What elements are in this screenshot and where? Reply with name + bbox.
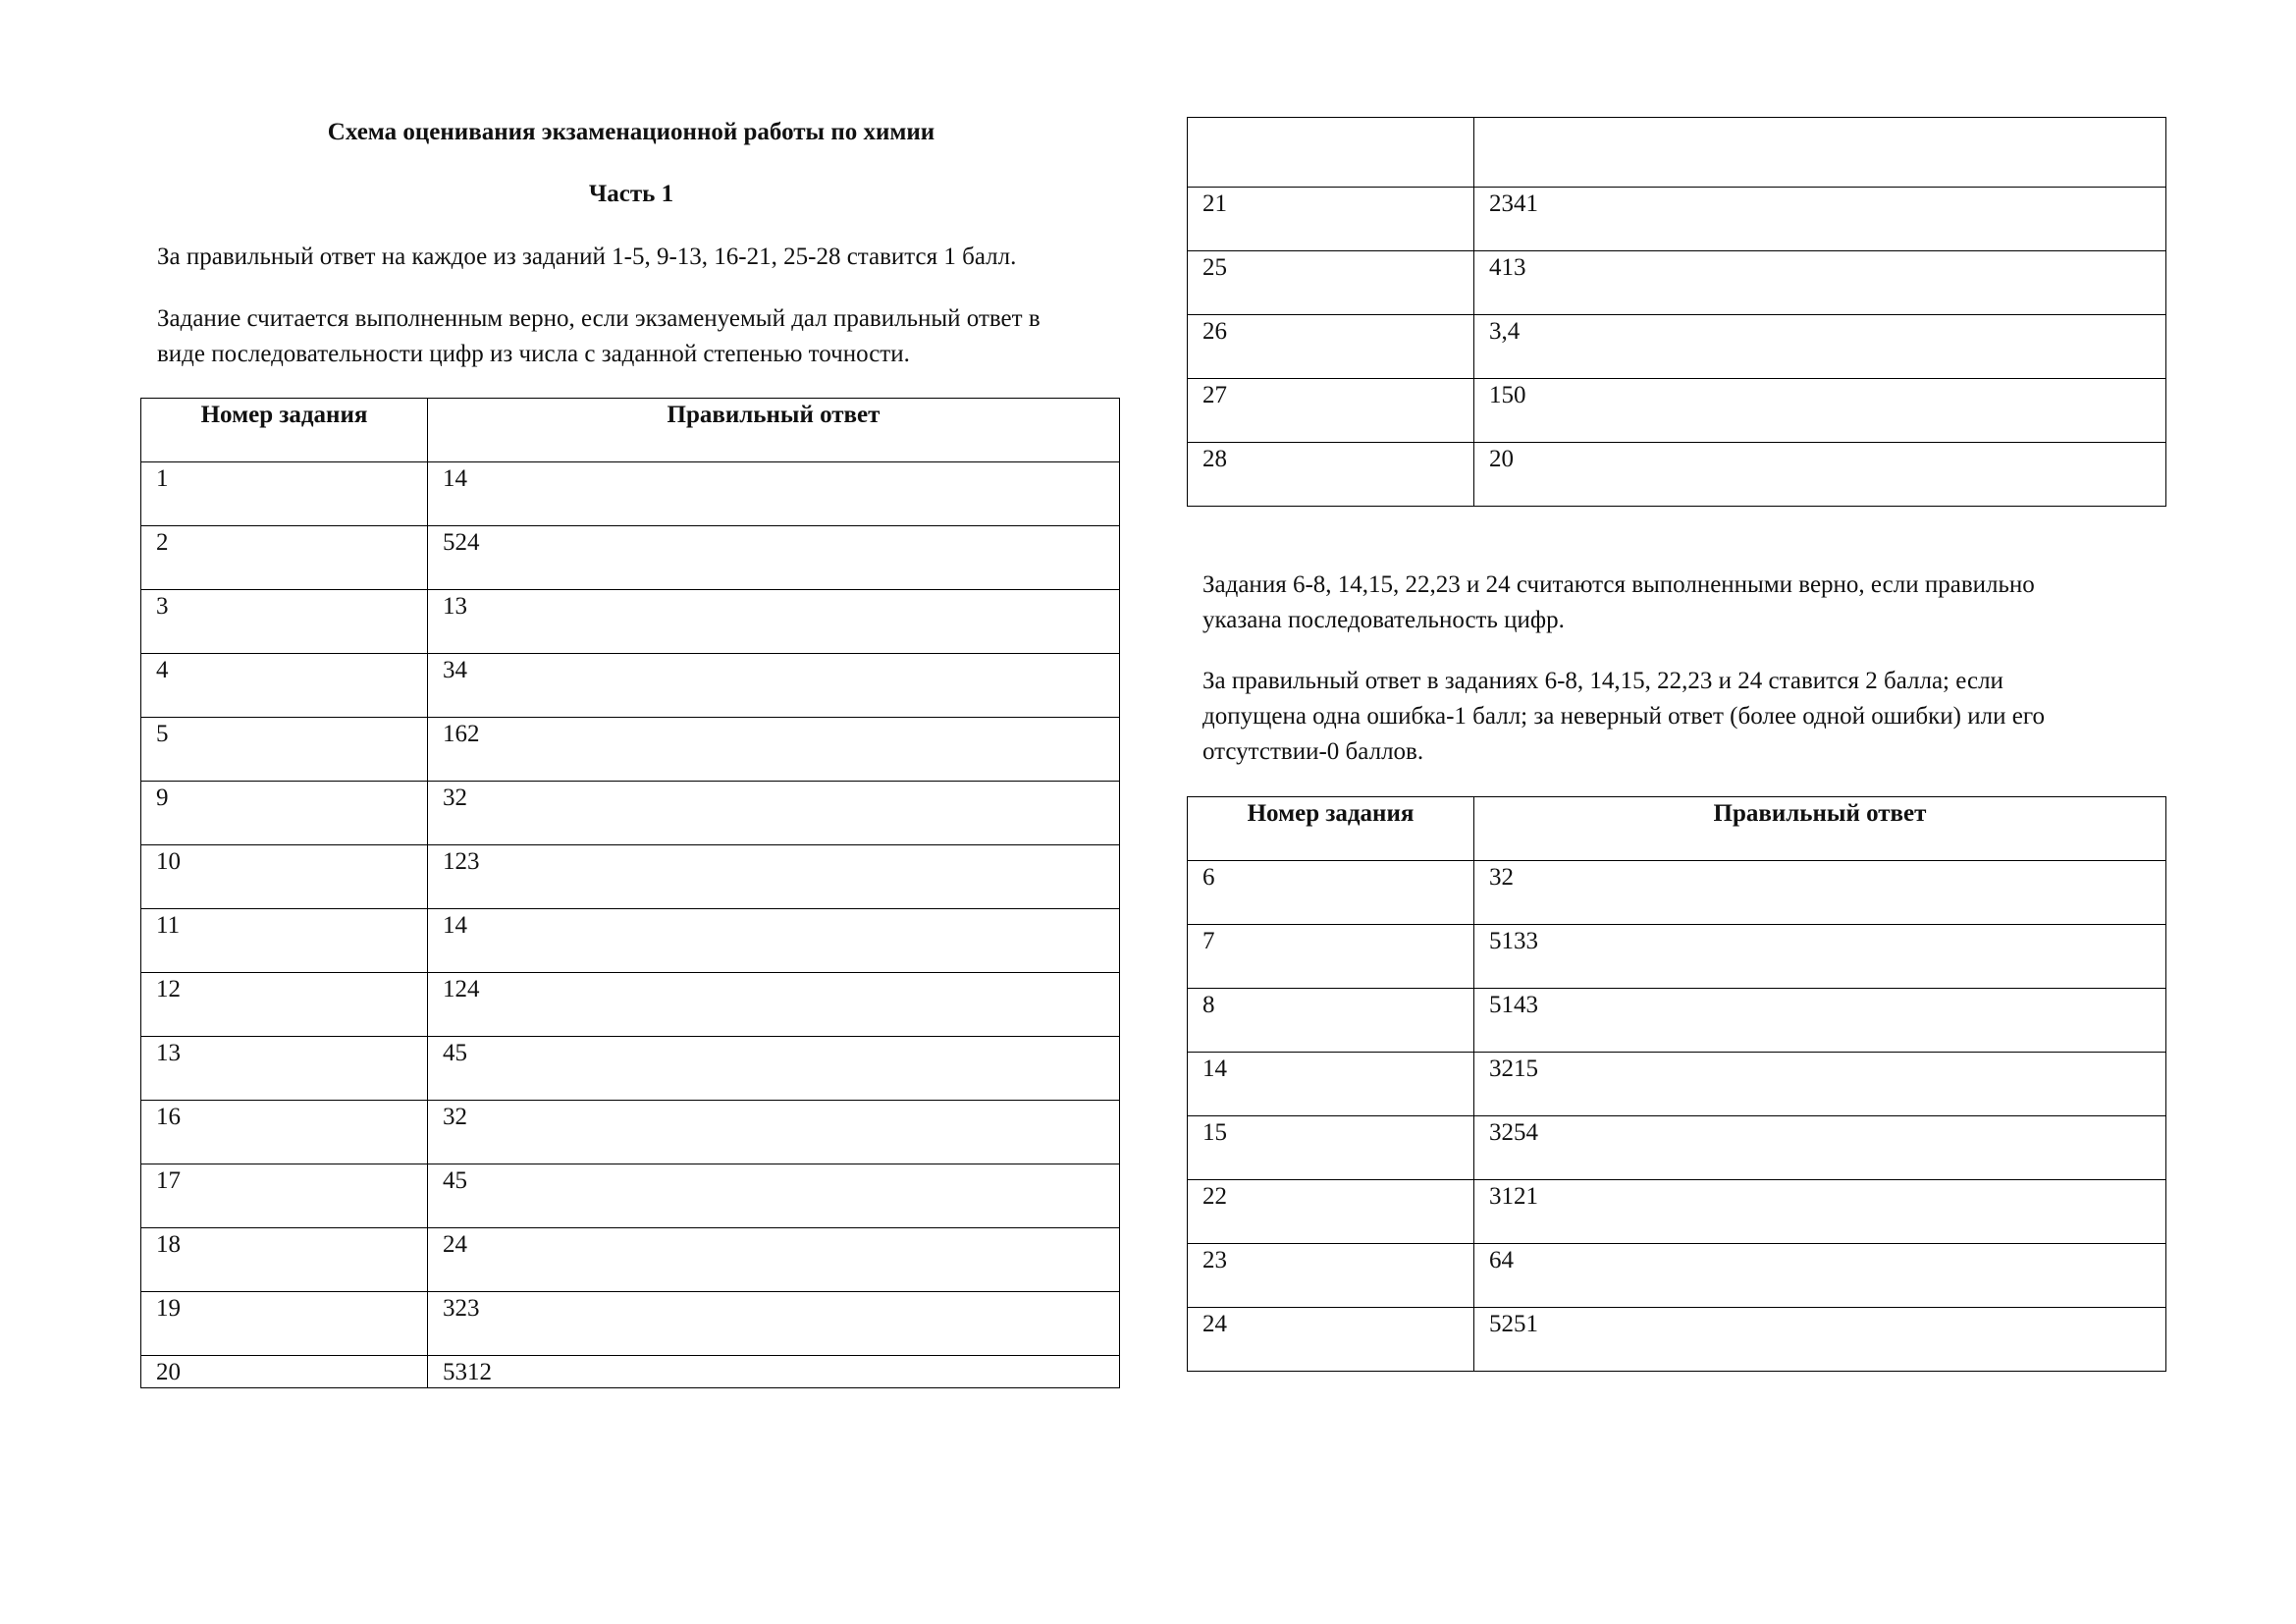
two-point-rule-line-1: За правильный ответ в заданиях 6-8, 14,15, 22,23 и 24 ставится 2 балла; если <box>1202 668 2003 694</box>
table-header-row <box>1188 797 2166 861</box>
table-row <box>1188 861 2166 925</box>
answer-cell: 24 <box>428 1228 1120 1292</box>
table-row <box>1188 1244 2166 1308</box>
sequence-rule-line-2: указана последовательность цифр. <box>1202 607 1565 633</box>
two-point-rule-line-3: отсутствии-0 баллов. <box>1202 738 1424 765</box>
table-row <box>141 782 1120 845</box>
answer-cell: 150 <box>1474 379 2166 443</box>
answer-cell: 32 <box>428 782 1120 845</box>
answer-cell: 162 <box>428 718 1120 782</box>
answer-cell: 14 <box>428 909 1120 973</box>
task-number-cell: 18 <box>141 1228 428 1292</box>
task-number-cell: 20 <box>141 1356 428 1388</box>
answer-cell: 5312 <box>428 1356 1120 1388</box>
table-row <box>1188 315 2166 379</box>
correctness-rule-line-1: Задание считается выполненным верно, если экзаменуемый дал правильный ответ в <box>157 305 1041 332</box>
task-number-cell: 23 <box>1188 1244 1474 1308</box>
table-row <box>141 973 1120 1037</box>
task-number-cell: 8 <box>1188 989 1474 1053</box>
page-title: Схема оценивания экзаменационной работы по химии <box>327 119 935 145</box>
answer-cell: 32 <box>428 1101 1120 1164</box>
task-number-cell: 10 <box>141 845 428 909</box>
task-number-cell: 19 <box>141 1292 428 1356</box>
table-row <box>141 654 1120 718</box>
answer-cell: 124 <box>428 973 1120 1037</box>
answers-table-part1 <box>140 398 1120 1388</box>
answer-cell: 13 <box>428 590 1120 654</box>
answer-cell: 5133 <box>1474 925 2166 989</box>
table-row <box>141 718 1120 782</box>
sequence-rule-line-1: Задания 6-8, 14,15, 22,23 и 24 считаются выполненными верно, если правильно <box>1202 571 2035 598</box>
column-header-task-number: Номер задания <box>1188 797 1474 861</box>
task-number-cell: 17 <box>141 1164 428 1228</box>
task-number-cell: 4 <box>141 654 428 718</box>
table-row <box>1188 251 2166 315</box>
answer-cell: 5143 <box>1474 989 2166 1053</box>
answer-cell: 413 <box>1474 251 2166 315</box>
answer-cell: 64 <box>1474 1244 2166 1308</box>
sequence-rule-paragraph <box>1202 568 2184 638</box>
scoring-rule-paragraph <box>157 240 1139 275</box>
table-row <box>1188 443 2166 507</box>
table-row <box>141 1101 1120 1164</box>
table-row <box>141 590 1120 654</box>
table-row <box>1188 989 2166 1053</box>
task-number-cell: 21 <box>1188 188 1474 251</box>
correctness-rule-line-2: виде последовательности цифр из числа с заданной степенью точности. <box>157 341 910 367</box>
column-header-correct-answer: Правильный ответ <box>1474 797 2166 861</box>
answer-cell: 2341 <box>1474 188 2166 251</box>
answer-cell: 34 <box>428 654 1120 718</box>
table-row <box>1188 925 2166 989</box>
answers-table-part1-continued <box>1187 117 2166 507</box>
empty-header-row <box>1188 118 2166 188</box>
task-number-cell: 12 <box>141 973 428 1037</box>
empty-header-cell <box>1474 118 2166 188</box>
answer-cell: 524 <box>428 526 1120 590</box>
task-number-cell: 1 <box>141 462 428 526</box>
answers-table-two-point <box>1187 796 2166 1372</box>
answer-cell: 32 <box>1474 861 2166 925</box>
table-row <box>141 526 1120 590</box>
task-number-cell: 27 <box>1188 379 1474 443</box>
two-point-rule-line-2: допущена одна ошибка-1 балл; за неверный ответ (более одной ошибки) или его <box>1202 703 2045 730</box>
scoring-rule-text: За правильный ответ на каждое из заданий 1-5, 9-13, 16-21, 25-28 ставится 1 балл. <box>157 244 1017 270</box>
table-row <box>141 845 1120 909</box>
table-row <box>1188 379 2166 443</box>
answer-cell: 45 <box>428 1037 1120 1101</box>
table-row <box>141 1292 1120 1356</box>
answer-cell: 14 <box>428 462 1120 526</box>
answer-cell: 20 <box>1474 443 2166 507</box>
task-number-cell: 2 <box>141 526 428 590</box>
answer-cell: 5251 <box>1474 1308 2166 1372</box>
task-number-cell: 15 <box>1188 1116 1474 1180</box>
answer-cell: 45 <box>428 1164 1120 1228</box>
answer-cell: 3254 <box>1474 1116 2166 1180</box>
task-number-cell: 28 <box>1188 443 1474 507</box>
task-number-cell: 26 <box>1188 315 1474 379</box>
table-row <box>141 1356 1120 1388</box>
table-row <box>141 1164 1120 1228</box>
table-header-row <box>141 399 1120 462</box>
table-row <box>1188 188 2166 251</box>
column-header-task-number: Номер задания <box>141 399 428 462</box>
task-number-cell: 14 <box>1188 1053 1474 1116</box>
empty-header-cell <box>1188 118 1474 188</box>
table-row <box>1188 1116 2166 1180</box>
task-number-cell: 6 <box>1188 861 1474 925</box>
table-row <box>141 909 1120 973</box>
task-number-cell: 7 <box>1188 925 1474 989</box>
task-number-cell: 24 <box>1188 1308 1474 1372</box>
task-number-cell: 5 <box>141 718 428 782</box>
task-number-cell: 9 <box>141 782 428 845</box>
task-number-cell: 22 <box>1188 1180 1474 1244</box>
table-row <box>141 1228 1120 1292</box>
table-row <box>1188 1180 2166 1244</box>
table-row <box>141 462 1120 526</box>
task-number-cell: 16 <box>141 1101 428 1164</box>
two-point-rule-paragraph <box>1202 664 2184 770</box>
task-number-cell: 25 <box>1188 251 1474 315</box>
table-row <box>141 1037 1120 1101</box>
answer-cell: 323 <box>428 1292 1120 1356</box>
task-number-cell: 11 <box>141 909 428 973</box>
task-number-cell: 13 <box>141 1037 428 1101</box>
answer-cell: 3121 <box>1474 1180 2166 1244</box>
answer-cell: 123 <box>428 845 1120 909</box>
part-heading: Часть 1 <box>588 181 674 207</box>
answer-cell: 3215 <box>1474 1053 2166 1116</box>
task-number-cell: 3 <box>141 590 428 654</box>
table-row <box>1188 1308 2166 1372</box>
table-row <box>1188 1053 2166 1116</box>
answer-cell: 3,4 <box>1474 315 2166 379</box>
correctness-rule-paragraph <box>157 301 1139 372</box>
column-header-correct-answer: Правильный ответ <box>428 399 1120 462</box>
